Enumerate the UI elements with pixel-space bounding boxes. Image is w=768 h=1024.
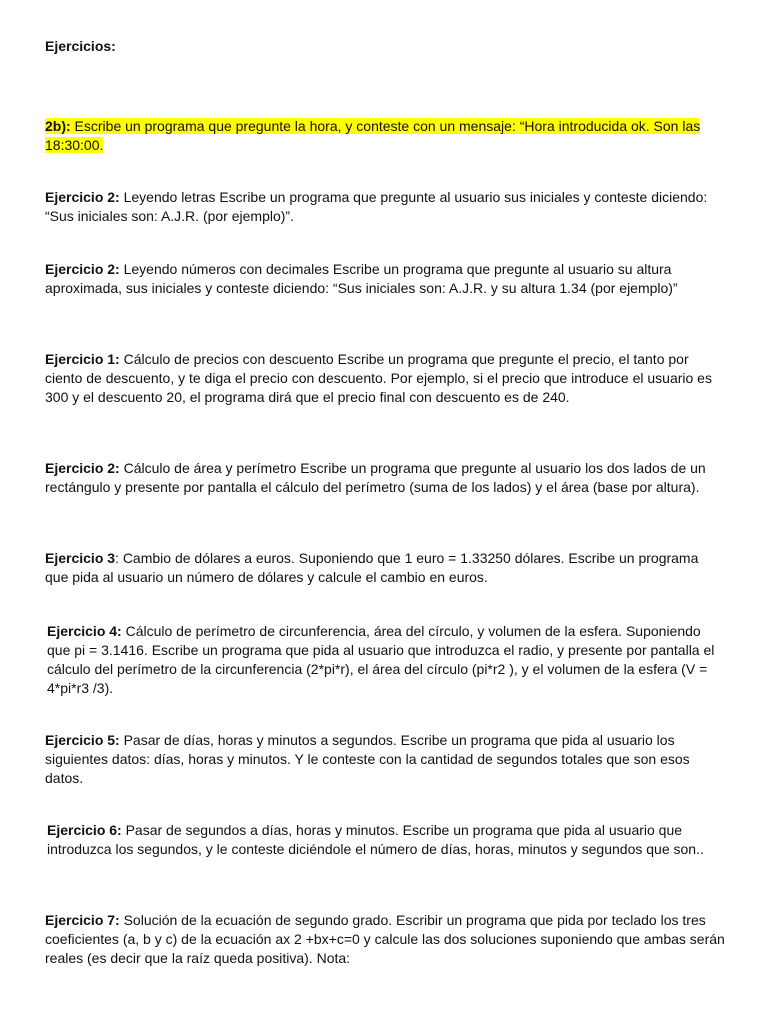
exercise-label: Ejercicio 5: xyxy=(45,732,120,748)
exercise-text: Pasar de segundos a días, horas y minutos. Escribe un programa que pida al usuario que introduzca los segundos, y le conteste diciéndole el número de días, horas, minutos y segundos que son.. xyxy=(47,822,704,857)
exercise-circunferencia xyxy=(47,622,727,698)
highlighted-exercise-text xyxy=(45,118,700,153)
exercise-label: Ejercicio 1: xyxy=(45,351,120,367)
exercise-text: Cálculo de área y perímetro Escribe un programa que pregunte al usuario los dos lados de un rectángulo y presente por pantalla el cálculo del perímetro (suma de los lados) y el área (base por altura). xyxy=(45,460,706,495)
exercise-text: Escribe un programa que pregunte la hora, y conteste con un mensaje: “Hora introducida ok. Son las 18:30:00. xyxy=(45,118,701,153)
exercise-label: 2b): xyxy=(45,118,71,134)
exercise-label: Ejercicio 7: xyxy=(45,912,120,928)
exercise-label: Ejercicio 2: xyxy=(45,460,120,476)
exercise-label: Ejercicio 2: xyxy=(45,189,120,205)
exercise-text: Pasar de días, horas y minutos a segundos. Escribe un programa que pida al usuario los siguientes datos: días, horas y minutos. Y le conteste con la cantidad de segundos totales que son esos datos. xyxy=(45,732,690,786)
exercise-a-segundos xyxy=(45,731,725,788)
exercise-text: Solución de la ecuación de segundo grado. Escribir un programa que pida por teclado los tres coeficientes (a, b y c) de la ecuación ax 2 +bx+c=0 y calcule las dos soluciones suponiendo que ambas serán reales (es decir que la raíz queda positiva). Nota: xyxy=(45,912,725,966)
exercise-label: Ejercicio 6: xyxy=(47,822,122,838)
exercise-2b xyxy=(45,117,725,155)
exercise-precios-descuento xyxy=(45,350,725,407)
exercise-de-segundos xyxy=(47,821,727,859)
exercise-leyendo-letras xyxy=(45,188,725,226)
exercise-label: Ejercicio 3 xyxy=(45,550,116,566)
exercise-leyendo-numeros xyxy=(45,260,725,298)
exercise-ecuacion-segundo-grado xyxy=(45,911,725,968)
exercise-area-perimetro xyxy=(45,459,725,497)
exercise-label: Ejercicio 4: xyxy=(47,623,122,639)
exercise-text: Leyendo números con decimales Escribe un programa que pregunte al usuario su altura aproximada, sus iniciales y conteste diciendo: “Sus iniciales son: A.J.R. y su altura 1.34 (por ejemplo)” xyxy=(45,261,678,296)
exercise-text: : Cambio de dólares a euros. Suponiendo que 1 euro = 1.33250 dólares. Escribe un programa que pida al usuario un número de dólares y calcule el cambio en euros. xyxy=(45,550,699,585)
exercise-text: Leyendo letras Escribe un programa que pregunte al usuario sus iniciales y conteste diciendo: “Sus iniciales son: A.J.R. (por ejemplo)”. xyxy=(45,189,708,224)
exercise-text: Cálculo de precios con descuento Escribe un programa que pregunte el precio, el tanto por ciento de descuento, y te diga el precio con descuento. Por ejemplo, si el precio que introduce el usuario es 300 y el descuento 20, el programa dirá que el precio final con descuento es de 240. xyxy=(45,351,712,405)
page-heading: Ejercicios: xyxy=(45,38,116,54)
exercise-dolares-euros xyxy=(45,549,725,587)
exercise-label: Ejercicio 2: xyxy=(45,261,120,277)
exercise-text: Cálculo de perímetro de circunferencia, área del círculo, y volumen de la esfera. Suponiendo que pi = 3.1416. Escribe un programa que pida al usuario que introduzca el radio, y presente por pantalla el cálculo del perímetro de la circunferencia (2*pi*r), el área del círculo (pi*r2 ), y el volumen de la esfera (V = 4*pi*r3 /3). xyxy=(47,623,715,696)
